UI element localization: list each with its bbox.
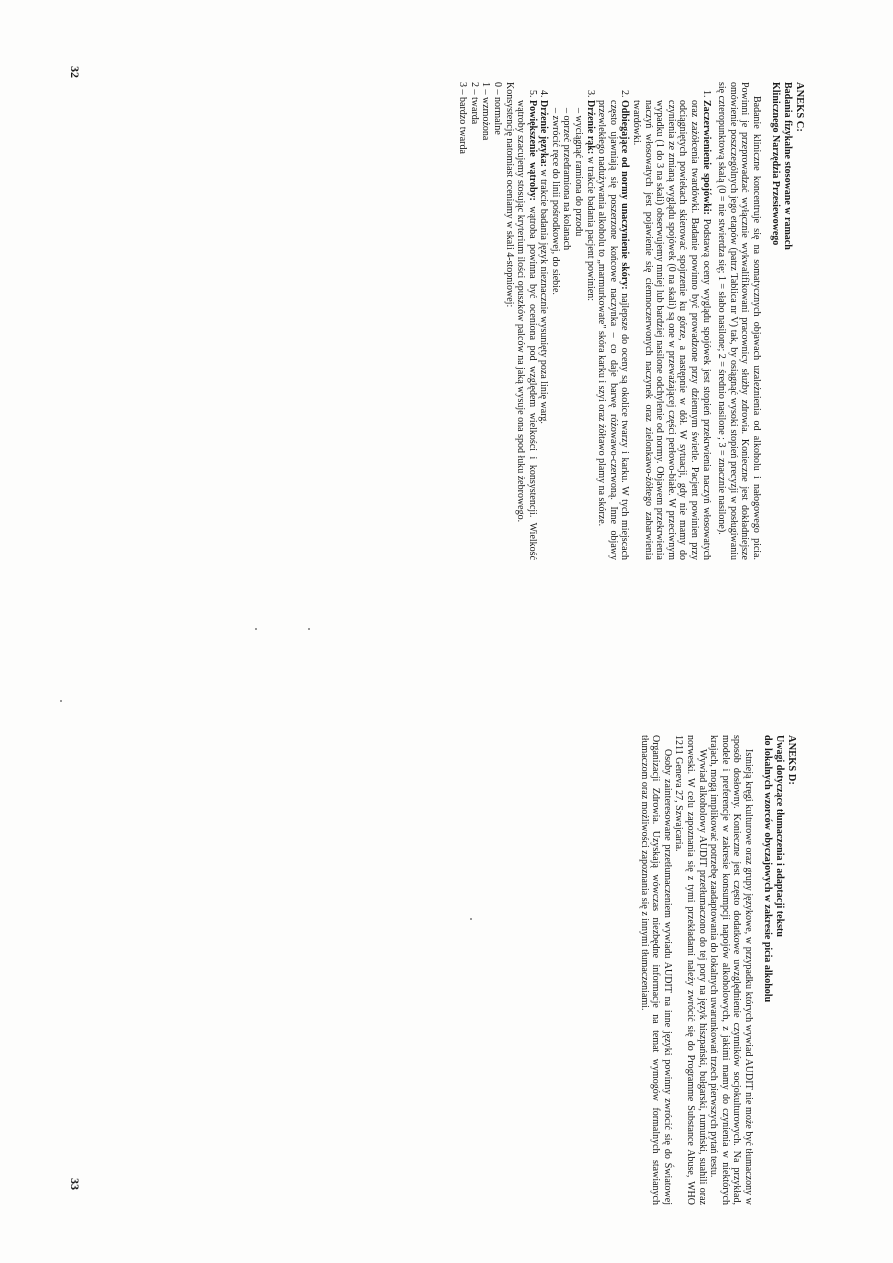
annex-d-paragraph-1: Istnieją kręgi kulturowe oraz grupy językowe, w przypadku których wywiad AUDIT nie może być tłumaczony w sposób dosłowny. Konieczne jest często dodatkowe uwzględnienie czynników socjokulturowych. Na przykład, modele i preferencje w zakresie konsumpcji napojów alkoholowych, z jakimi mamy do czynienia w niektórych krajach, mogą implikować potrzebę zaadaptowania do lokalnych uwarunkowań trzech pierwszych pytań testu. — [708, 735, 754, 1205]
list-item: – zwrócić ręce do linii pośrodkowej, do siebie. — [549, 108, 561, 295]
scan-speck — [470, 918, 472, 920]
annex-d-title: ANEKS D: — [786, 735, 797, 785]
list-item: – wyciągnąć ramiona do przodu — [573, 108, 585, 237]
annex-d-paragraph-2: Wywiad alkoholowy AUDIT przetłumaczono do tej pory na język hiszpański, bułgarski, rumuński, suahili oraz norweski. W celu zapoznania się z tymi przekładami należy zwrócić się do Programme Substance Abuse, WHO 1211 Geneva 27, Szwajcaria. — [673, 735, 708, 1205]
annex-c-section — [457, 82, 805, 560]
annex-c-subtitle-1: Badania fizykalne stosowane w ramach — [782, 82, 793, 250]
annex-c-subtitle-2: Klinicznego Narzędzia Przesiewowego — [770, 82, 782, 246]
item-lead: Powiększenie wątroby: — [526, 100, 538, 201]
scan-speck — [308, 628, 310, 630]
page-number-right: 33 — [68, 1178, 82, 1190]
annex-d-subtitle-1: Uwagi dotyczące tłumaczenia i adaptacji tekstu — [774, 735, 785, 937]
page-number-left: 32 — [68, 66, 82, 78]
list-item-tongue-tremor — [538, 100, 550, 560]
item-lead: Drżenie rąk: — [584, 100, 596, 155]
item-text: najlepsze do oceny są okolice twarzy i karku. W tych miejscach często ujawniają się poszerzone końcowe naczynka – co daje barwę różowawo-czerwoną. Inne objawy przewlekłego nadużywania alkoholu to „marmurkowate" skóra karku i szyi oraz żółtawo plamy na skórze. — [596, 100, 631, 561]
consistency-note: Konsystencję natomiast oceniamy w skali 4-stopniowej: — [503, 82, 515, 308]
consistency-scale — [457, 82, 503, 560]
list-item-hand-tremor — [549, 100, 595, 560]
annex-c-intro: Badanie kliniczne koncentruje się na somatycznych objawach uzależnienia od alkoholu i nałogowego picia. Powinni je przeprowadzać wyłącznie wykwalifikowani pracownicy służby zdrowia. Konieczne jest dokładniejsze omówienie poszczególnych jego etapów (patrz Tablica nr V) tak, by osiągnąć wysoki stopień precyzji w posługiwaniu się czteropunktową skalą (0 = nie stwierdza się; 1 = słabo nasilone; 2 = średnio nasilone ; 3 = znacznie nasilone). — [716, 82, 762, 560]
item-text: w trakcie badania język nieznacznie wysunięty poza linię warg. — [538, 169, 550, 424]
list-item-conjunctiva — [630, 100, 711, 560]
item-text: Podstawą oceny wyglądu spojówek jest stopień przekrwienia naczyń włosowatych oraz zażółcenia twardówki. Badanie powinno być prowadzone przy dziennym świetle. Pacjent powinien przy odciągniętych powiekach skierować spojrzenie ku górze, a następnie w dół. W sytuacji, gdy nie mamy do czynienia ze zmianą wyglądu spojówek (0 na skali) są one w przeważającej części perłowo-białe. W przeciwnym wypadku (1 do 3 na skali) obserwujemy mniej lub bardziej nasilone odchylenie od normy. Objawem przekrwienia naczyń włosowatych jest pojawienie się ciemnoczerwonych naczynek oraz zielonkawo-żółtego zabarwienia twardówki. — [631, 100, 712, 561]
item-text: wątroba powinna być oceniona pod względem wielkości i konsystencji. Wielkość wątroby szacujemy stosując kryterium ilości opuszków palców na jaką wysuje ona spod łuku żebrowego. — [515, 100, 538, 561]
scale-item: 3 – bardzo twarda — [457, 82, 469, 154]
annex-d-paragraph-3: Osoby zainteresowane przetłumaczeniem wywiadu AUDIT na inne języki powinny zwrócić się do Światowej Organizacji Zdrowia. Uzyskają wówczas niezbędne informacje na temat wymogów formalnych stawianych tłumaczom oraz możliwości zapoznania się z innymi tłumaczeniami. — [638, 735, 673, 1205]
scan-speck — [60, 700, 62, 702]
item-lead: Zaczerwienienie spojówki: — [700, 100, 712, 215]
scale-item: 2 – twarda — [468, 82, 480, 125]
annex-c-list — [515, 82, 712, 560]
annex-d-section — [638, 735, 797, 1205]
annex-c-title: ANEKS C: — [794, 82, 805, 132]
item-text: w trakcie badania pacjent powinien: — [584, 156, 596, 302]
list-item-skin — [596, 100, 631, 560]
annex-d-subtitle-2: do lokalnych wzorców obyczajowych w zakresie picia alkoholu — [762, 735, 774, 1003]
scale-item: 0 – normalne — [491, 82, 503, 135]
item-lead: Drżenie języka: — [538, 100, 550, 167]
scale-item: 1 – wzmożona — [480, 82, 492, 141]
list-item: – oprzeć przedramiona na kolanach — [561, 108, 573, 251]
item-lead: Odbiegające od normy unaczynienie skóry: — [619, 100, 631, 290]
list-item-liver — [515, 100, 538, 560]
scan-speck — [255, 628, 257, 630]
hand-tremor-steps — [549, 100, 584, 560]
